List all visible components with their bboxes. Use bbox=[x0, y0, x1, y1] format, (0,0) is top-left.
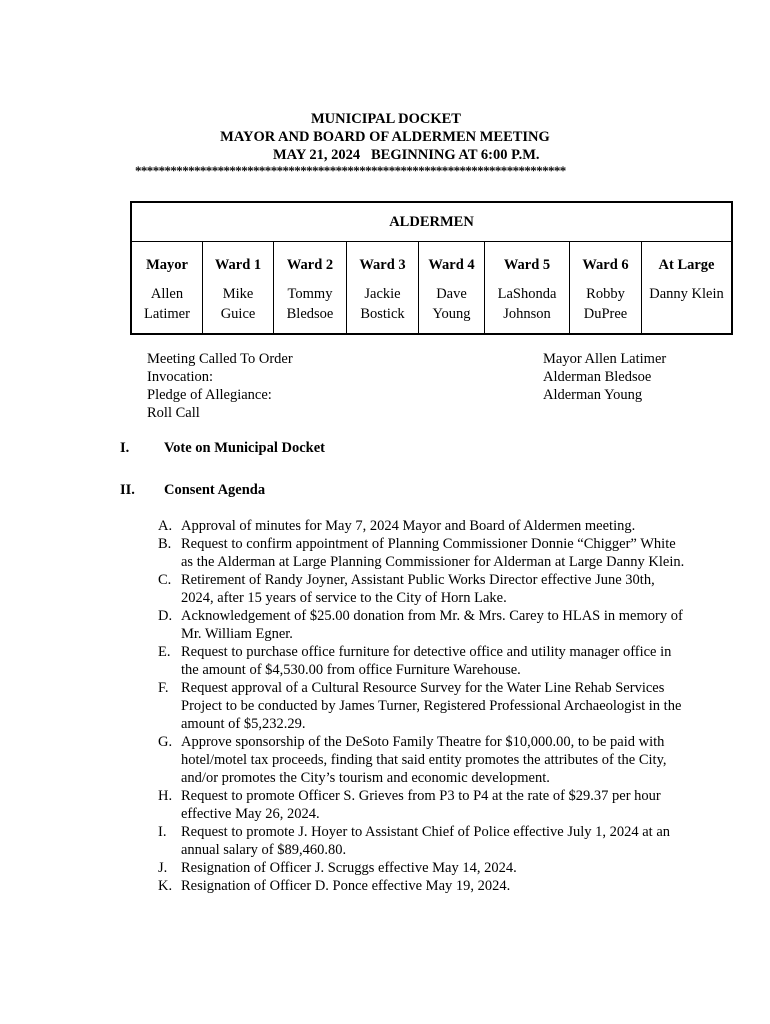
agenda-item bbox=[158, 679, 688, 733]
section-title: Vote on Municipal Docket bbox=[164, 440, 325, 456]
member-at-large bbox=[642, 284, 733, 334]
item-letter: J. bbox=[158, 860, 168, 876]
item-text: Request to confirm appointment of Planning Commissioner Donnie “Chigger” White as the Alderman at Large Planning Commissioner for Alderman at Large Danny Klein. bbox=[181, 536, 685, 570]
opening-officials bbox=[543, 350, 666, 404]
member-first-name: Mike bbox=[222, 286, 254, 302]
item-letter: C. bbox=[158, 572, 172, 588]
item-text: Acknowledgement of $25.00 donation from Mr. & Mrs. Carey to HLAS in memory of Mr. William Egner. bbox=[181, 608, 683, 642]
agenda-item bbox=[158, 787, 688, 823]
agenda-item bbox=[158, 571, 688, 607]
agenda-item bbox=[158, 859, 688, 877]
opening-official: Alderman Young bbox=[543, 387, 643, 403]
agenda-item bbox=[158, 733, 688, 787]
member-first-name: Jackie bbox=[364, 286, 401, 302]
agenda-item bbox=[158, 517, 688, 535]
docket-page: MUNICIPAL DOCKET MAYOR AND BOARD OF ALDERMEN MEETING MAY 21, 2024 BEGINNING AT 6:00 P.M. ************************************************************************* ALDERMEN Mayor Ward 1 Ward 2 Ward 3 Ward 4 Ward 5 Ward 6 At Large Allen Latimer Mike Guice Tommy Bledsoe Jackie Bostick Dave Young LaShonda Johnson Robby DuPree Danny Klein Meeting Called To Order Invocation: Pledge of Allegiance: Roll Call Mayor Allen Latimer Alderman Bledsoe Alderman Young I. Vote on Municipal Docket II. Consent Agenda A. Approval of minutes for May 7, 2024 Mayor and Board of Aldermen meeting. B. Request to confirm appointment of Planning Commissioner Donnie “Chigger” White as the Alderman at Large Planning Commissioner for Alderman at Large Danny Klein. C. Retirement of Randy Joyner, Assistant Public Works Director effective June 30th, 2024, after 15 years of service to the City of Horn Lake. D. Acknowledgement of $25.00 donation from Mr. & Mrs. Carey to HLAS in memory of Mr. William Egner. E. Request to purchase office furniture for detective office and utility manager office in the amount of $4,530.00 from office Furniture Warehouse. F. Request approval of a Cultural Resource Survey for the Water Line Rehab Services Project to be conducted by James Turner, Registered Professional Archaeologist in the amount of $5,232.29. G. Approve sponsorship of the DeSoto Family Theatre for $10,000.00, to be paid with hotel/motel tax proceeds, finding that said entity promotes the attributes of the City, and/or promotes the City’s tourism and economic development. H. Request to promote Officer S. Grieves from P3 to P4 at the rate of $29.37 per hour effective May 26, 2024. I. Request to promote J. Hoyer to Assistant Chief of Police effective July 1, 2024 at an annual salary of $89,460.80. J. Resignation of Officer J. Scruggs effective May 14, 2024. K. Resignation of Officer D. Ponce effective May 19, 2024. bbox=[0, 0, 770, 1024]
item-text: Retirement of Randy Joyner, Assistant Public Works Director effective June 30th, 2024, after 15 years of service to the City of Horn Lake. bbox=[181, 572, 655, 606]
item-letter: G. bbox=[158, 734, 173, 750]
item-text: Request to promote J. Hoyer to Assistant Chief of Police effective July 1, 2024 at an annual salary of $89,460.80. bbox=[181, 824, 671, 858]
opening-item: Meeting Called To Order bbox=[147, 351, 293, 367]
item-letter: D. bbox=[158, 608, 173, 624]
member-first-name: LaShonda bbox=[497, 286, 557, 302]
aldermen-table bbox=[130, 201, 733, 335]
opening-official: Mayor Allen Latimer bbox=[543, 351, 667, 367]
member-last-name: Young bbox=[432, 306, 471, 322]
member-first-name: Allen bbox=[150, 286, 184, 302]
opening-item: Roll Call bbox=[147, 405, 200, 421]
agenda-item bbox=[158, 877, 688, 895]
col-head-ward-5: Ward 5 bbox=[485, 242, 570, 285]
member-first-name: Tommy bbox=[287, 286, 333, 302]
member-last-name: Bostick bbox=[360, 306, 405, 322]
member-mayor bbox=[131, 284, 203, 334]
agenda-item bbox=[158, 535, 688, 571]
member-last-name: Johnson bbox=[503, 306, 551, 322]
opening-procedures bbox=[147, 350, 293, 422]
section-number: I. bbox=[120, 440, 130, 456]
star-divider: ************************************************************************* bbox=[135, 163, 566, 178]
docket-title: MUNICIPAL DOCKET bbox=[311, 111, 461, 127]
item-text: Approve sponsorship of the DeSoto Family Theatre for $10,000.00, to be paid with hotel/motel tax proceeds, finding that said entity promotes the attributes of the City, and/or promotes the City’s tourism and economic development. bbox=[181, 734, 667, 786]
item-letter: K. bbox=[158, 878, 173, 894]
opening-official: Alderman Bledsoe bbox=[543, 369, 652, 385]
section-title: Consent Agenda bbox=[164, 482, 266, 498]
meeting-title: MAYOR AND BOARD OF ALDERMEN MEETING bbox=[220, 129, 550, 145]
member-ward-1 bbox=[203, 284, 274, 334]
member-first-name: Dave bbox=[436, 286, 467, 302]
item-letter: E. bbox=[158, 644, 171, 660]
aldermen-table-title: ALDERMEN bbox=[131, 202, 732, 242]
item-text: Resignation of Officer J. Scruggs effective May 14, 2024. bbox=[181, 860, 517, 876]
member-ward-6 bbox=[570, 284, 642, 334]
item-letter: A. bbox=[158, 518, 173, 534]
member-ward-2 bbox=[274, 284, 347, 334]
consent-agenda-list bbox=[158, 517, 688, 895]
member-last-name: Bledsoe bbox=[286, 306, 334, 322]
col-head-ward-6: Ward 6 bbox=[570, 242, 642, 285]
member-first-name: Robby bbox=[586, 286, 625, 302]
opening-item: Pledge of Allegiance: bbox=[147, 387, 272, 403]
item-letter: H. bbox=[158, 788, 173, 804]
item-letter: B. bbox=[158, 536, 172, 552]
member-last-name: Guice bbox=[220, 306, 256, 322]
item-letter: I. bbox=[158, 824, 167, 840]
member-last-name: Latimer bbox=[144, 306, 190, 322]
col-head-ward-2: Ward 2 bbox=[274, 242, 347, 285]
col-head-ward-4: Ward 4 bbox=[419, 242, 485, 285]
member-ward-5 bbox=[485, 284, 570, 334]
member-full-name: Danny Klein bbox=[649, 286, 724, 302]
opening-item: Invocation: bbox=[147, 369, 214, 385]
col-head-ward-3: Ward 3 bbox=[347, 242, 419, 285]
item-text: Approval of minutes for May 7, 2024 Mayor and Board of Aldermen meeting. bbox=[181, 518, 636, 534]
section-number: II. bbox=[120, 482, 135, 498]
member-ward-4 bbox=[419, 284, 485, 334]
item-text: Request to promote Officer S. Grieves from P3 to P4 at the rate of $29.37 per hour effective May 26, 2024. bbox=[181, 788, 661, 822]
item-text: Resignation of Officer D. Ponce effective May 19, 2024. bbox=[181, 878, 511, 894]
item-letter: F. bbox=[158, 680, 169, 696]
member-ward-3 bbox=[347, 284, 419, 334]
agenda-item bbox=[158, 643, 688, 679]
agenda-item bbox=[158, 823, 688, 859]
item-text: Request approval of a Cultural Resource Survey for the Water Line Rehab Services Project to be conducted by James Turner, Registered Professional Archaeologist in the amount of $5,232.29. bbox=[181, 680, 682, 732]
col-head-mayor: Mayor bbox=[131, 242, 203, 285]
agenda-item bbox=[158, 607, 688, 643]
col-head-at-large: At Large bbox=[642, 242, 733, 285]
col-head-ward-1: Ward 1 bbox=[203, 242, 274, 285]
member-last-name: DuPree bbox=[583, 306, 628, 322]
item-text: Request to purchase office furniture for detective office and utility manager office in the amount of $4,530.00 from office Furniture Warehouse. bbox=[181, 644, 672, 678]
